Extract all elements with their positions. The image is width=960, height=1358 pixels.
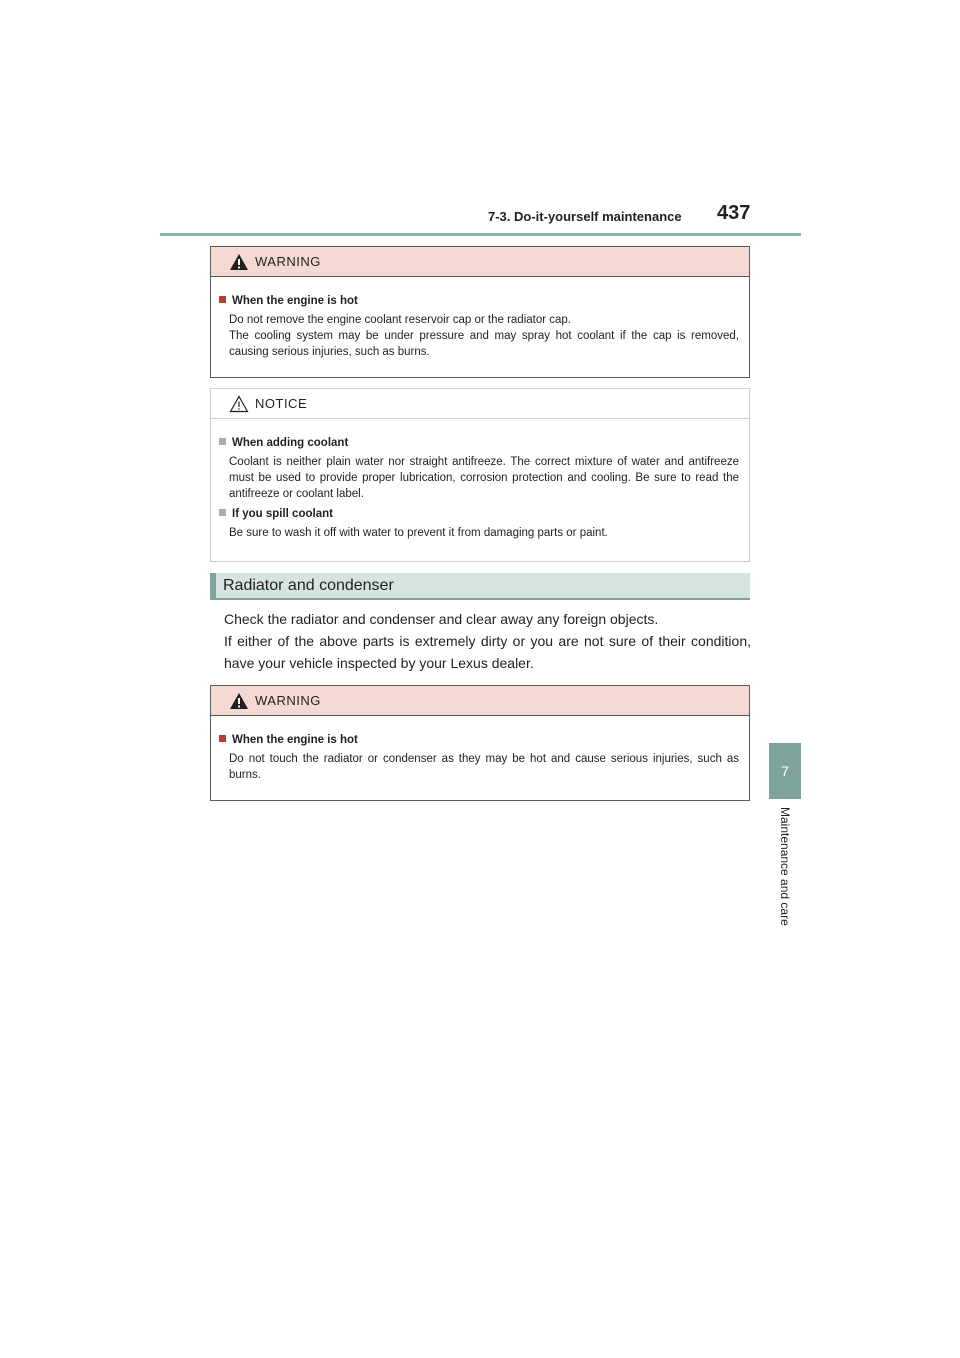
header-divider: [160, 233, 801, 236]
notice-item-title: When adding coolant: [219, 435, 739, 451]
bullet-icon: [219, 438, 226, 445]
body-paragraph: Check the radiator and condenser and clear away any foreign objects.: [224, 611, 659, 627]
section-heading-radiator-condenser: Radiator and condenser: [210, 573, 750, 600]
warning-item-text: Do not remove the engine coolant reservoir cap or the radiator cap. The cooling system may be under pressure and may spray hot coolant if the cap is removed, causing serious injuries, such as burns.: [229, 314, 739, 358]
chapter-number: 7: [781, 763, 789, 779]
notice-item-title: If you spill coolant: [219, 506, 739, 522]
warning-header: [211, 247, 749, 277]
warning-item-title: When the engine is hot: [219, 293, 739, 309]
notice-item-text: Coolant is neither plain water nor straight antifreeze. The correct mixture of water and antifreeze must be used to provide proper lubrication, corrosion protection and cooling. Be sure to read the antifreeze or coolant label.: [229, 456, 739, 500]
warning-body: [211, 277, 749, 372]
caution-triangle-icon: [229, 395, 249, 413]
warning-box-engine-hot-cap: [210, 246, 750, 378]
notice-heading: NOTICE: [255, 396, 308, 411]
section-title: 7-3. Do-it-yourself maintenance: [488, 209, 682, 224]
warning-heading: WARNING: [255, 254, 321, 269]
warning-item-title: When the engine is hot: [219, 732, 739, 748]
notice-box-coolant: [210, 388, 750, 562]
chapter-label: Maintenance and care: [778, 807, 792, 926]
warning-header: [211, 686, 749, 716]
warning-item-text: Do not touch the radiator or condenser as they may be hot and cause serious injuries, such as burns.: [229, 753, 739, 781]
warning-box-engine-hot-radiator: [210, 685, 750, 801]
bullet-icon: [219, 509, 226, 516]
notice-body: [211, 419, 749, 553]
notice-item-text: Be sure to wash it off with water to prevent it from damaging parts or paint.: [229, 527, 608, 539]
notice-header: [211, 389, 749, 419]
chapter-tab: [769, 743, 801, 799]
section-body: [224, 608, 751, 674]
warning-triangle-icon: [229, 692, 249, 710]
warning-triangle-icon: [229, 253, 249, 271]
bullet-icon: [219, 296, 226, 303]
warning-body: [211, 716, 749, 795]
bullet-icon: [219, 735, 226, 742]
page-number: 437: [717, 202, 751, 224]
warning-heading: WARNING: [255, 693, 321, 708]
body-paragraph: If either of the above parts is extremely dirty or you are not sure of their condition, have your vehicle inspected by your Lexus dealer.: [224, 633, 751, 671]
